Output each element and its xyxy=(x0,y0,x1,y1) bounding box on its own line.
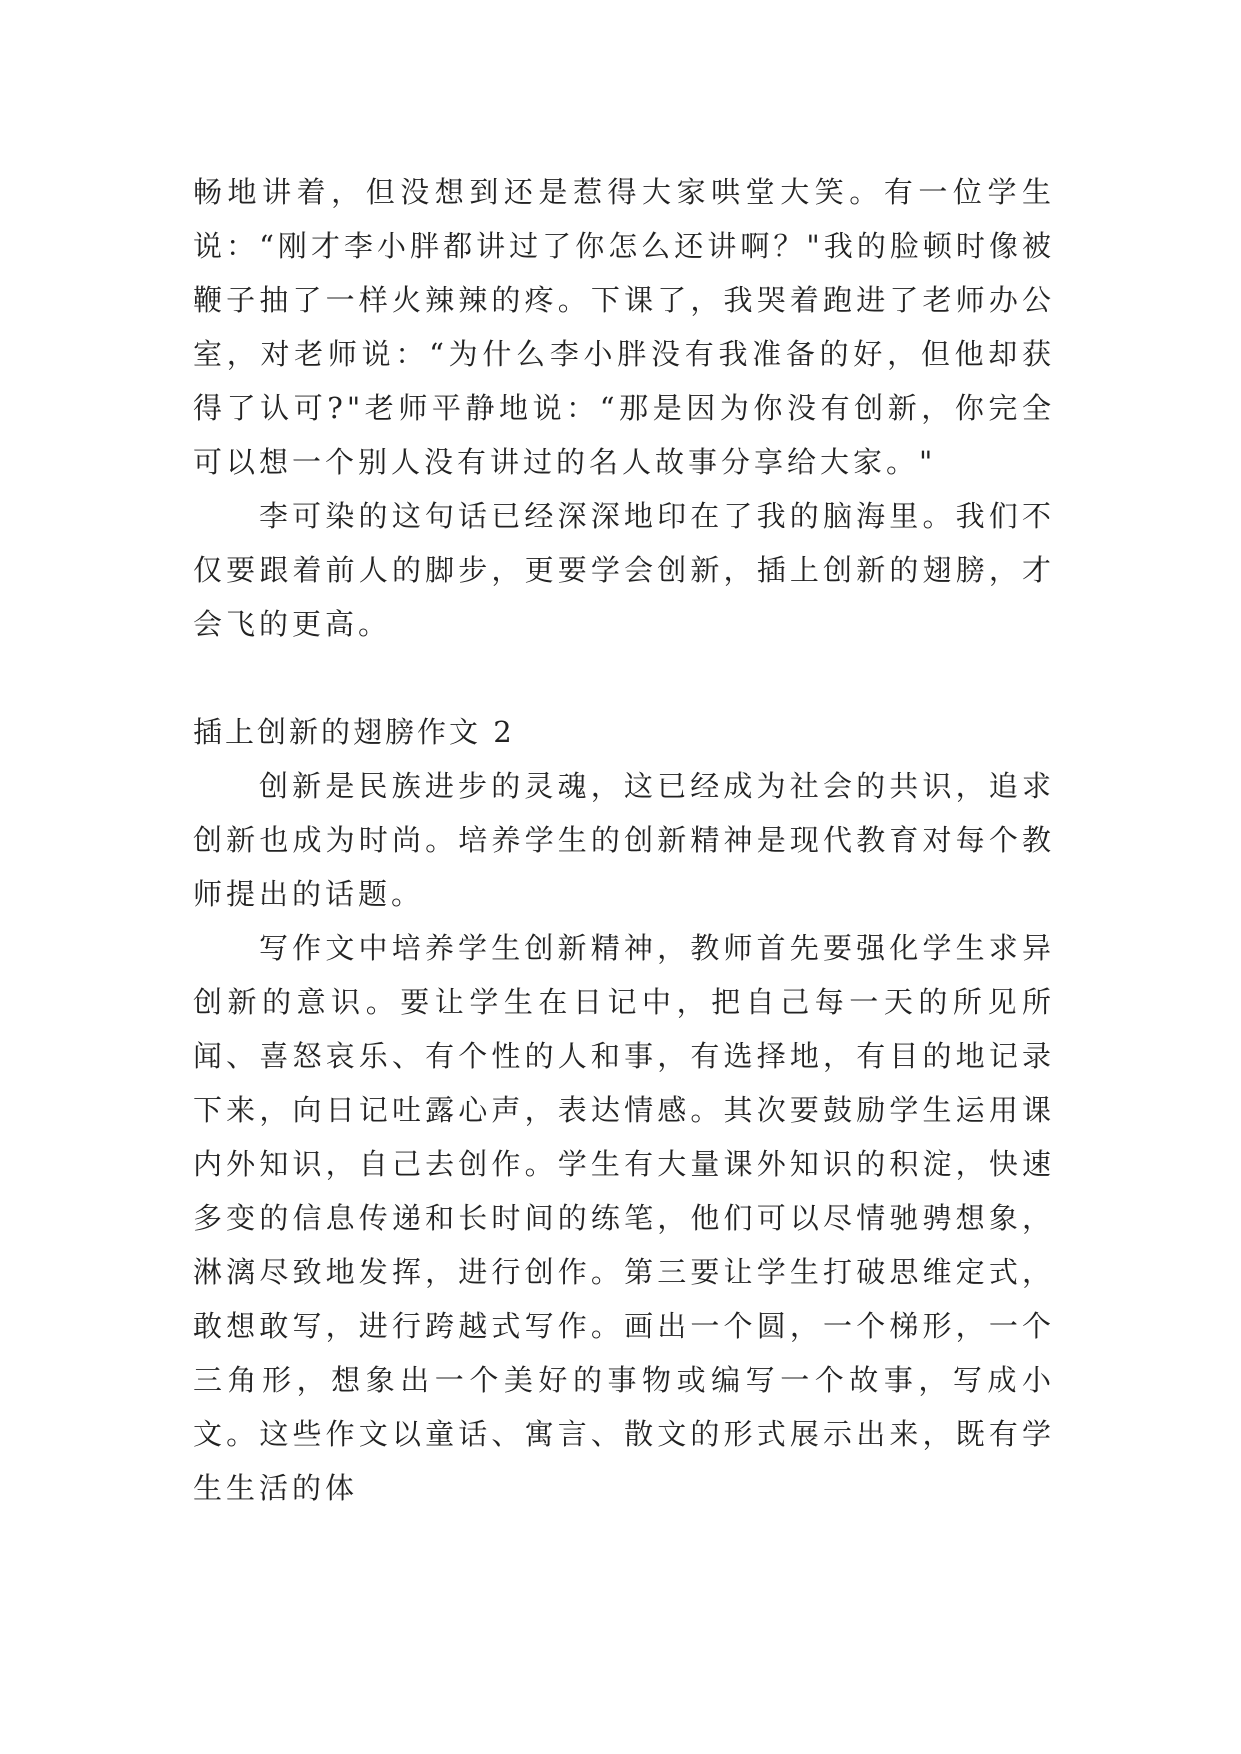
document-page xyxy=(193,165,1055,1515)
paragraph-conclusion: 李可染的这句话已经深深地印在了我的脑海里。我们不仅要跟着前人的脚步，更要学会创新，插上创新的翅膀，才会飞的更高。 xyxy=(193,499,1055,641)
section-title: 插上创新的翅膀作文 2 xyxy=(193,715,515,749)
paragraph-continued: 畅地讲着，但没想到还是惹得大家哄堂大笑。有一位学生说：“刚才李小胖都讲过了你怎么还讲啊？"我的脸顿时像被鞭子抽了一样火辣辣的疼。下课了，我哭着跑进了老师办公室，对老师说：“为什么李小胖没有我准备的好，但他却获得了认可?"老师平静地说：“那是因为你没有创新，你完全可以想一个别人没有讲过的名人故事分享给大家。" xyxy=(193,175,1055,479)
paragraph-intro: 创新是民族进步的灵魂，这已经成为社会的共识，追求创新也成为时尚。培养学生的创新精神是现代教育对每个教师提出的话题。 xyxy=(193,769,1055,911)
paragraph-body: 写作文中培养学生创新精神，教师首先要强化学生求异创新的意识。要让学生在日记中，把自己每一天的所见所闻、喜怒哀乐、有个性的人和事，有选择地，有目的地记录下来，向日记吐露心声，表达情感。其次要鼓励学生运用课内外知识，自己去创作。学生有大量课外知识的积淀，快速多变的信息传递和长时间的练笔，他们可以尽情驰骋想象，淋漓尽致地发挥，进行创作。第三要让学生打破思维定式，敢想敢写，进行跨越式写作。画出一个圆，一个梯形，一个三角形，想象出一个美好的事物或编写一个故事，写成小文。这些作文以童话、寓言、散文的形式展示出来，既有学生生活的体 xyxy=(193,931,1055,1505)
